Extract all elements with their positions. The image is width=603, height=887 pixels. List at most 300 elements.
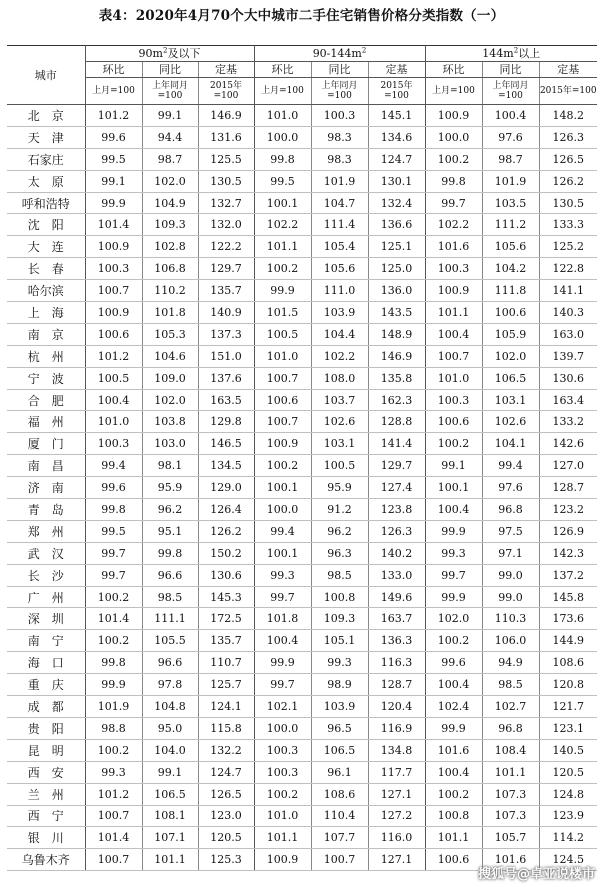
value-cell: 105.4: [311, 236, 368, 258]
value-cell: 123.2: [539, 499, 597, 521]
value-cell: 97.6: [482, 126, 539, 148]
city-cell: 青 岛: [7, 499, 85, 521]
value-cell: 101.1: [482, 761, 539, 783]
value-cell: 101.1: [142, 849, 198, 871]
value-cell: 100.1: [254, 192, 311, 214]
value-cell: 101.6: [482, 849, 539, 871]
value-cell: 104.8: [142, 696, 198, 718]
value-cell: 146.9: [368, 345, 425, 367]
city-cell: 兰 州: [7, 783, 85, 805]
value-cell: 149.6: [368, 586, 425, 608]
table-row: [7, 323, 597, 345]
value-cell: 105.9: [482, 323, 539, 345]
value-cell: 102.2: [425, 214, 482, 236]
city-cell: 深 圳: [7, 608, 85, 630]
value-cell: 99.9: [425, 586, 482, 608]
value-cell: 111.0: [311, 280, 368, 302]
value-cell: 145.3: [198, 586, 254, 608]
value-cell: 99.3: [254, 564, 311, 586]
city-cell: 上 海: [7, 302, 85, 324]
value-cell: 96.2: [142, 499, 198, 521]
group-header: $144m^2$以上: [425, 46, 597, 62]
city-cell: 厦 门: [7, 433, 85, 455]
value-cell: 105.7: [482, 827, 539, 849]
value-cell: 100.7: [254, 367, 311, 389]
value-cell: 99.8: [85, 499, 142, 521]
value-cell: 133.2: [539, 411, 597, 433]
value-cell: 103.9: [311, 696, 368, 718]
value-cell: 129.8: [198, 411, 254, 433]
value-cell: 102.2: [254, 214, 311, 236]
city-cell: 大 连: [7, 236, 85, 258]
value-cell: 100.7: [85, 849, 142, 871]
value-cell: 132.2: [198, 739, 254, 761]
value-cell: 136.3: [368, 630, 425, 652]
value-cell: 145.8: [539, 586, 597, 608]
value-cell: 96.1: [311, 761, 368, 783]
value-cell: 98.3: [311, 126, 368, 148]
value-cell: 101.6: [425, 739, 482, 761]
value-cell: 131.6: [198, 126, 254, 148]
value-cell: 99.5: [85, 520, 142, 542]
table-row: [7, 258, 597, 280]
value-cell: 137.6: [198, 367, 254, 389]
value-cell: 104.7: [311, 192, 368, 214]
value-cell: 99.7: [254, 586, 311, 608]
value-cell: 120.8: [539, 674, 597, 696]
table-row: [7, 214, 597, 236]
value-cell: 102.2: [311, 345, 368, 367]
value-cell: 99.9: [85, 192, 142, 214]
value-cell: 104.2: [482, 258, 539, 280]
table-row: [7, 345, 597, 367]
value-cell: 100.6: [425, 411, 482, 433]
value-cell: 100.1: [425, 477, 482, 499]
value-cell: 150.2: [198, 542, 254, 564]
value-cell: 103.1: [482, 389, 539, 411]
label-header: 同比: [482, 62, 539, 78]
value-cell: 100.9: [425, 105, 482, 127]
value-cell: 130.5: [198, 170, 254, 192]
value-cell: 127.1: [368, 849, 425, 871]
value-cell: 100.3: [85, 433, 142, 455]
value-cell: 124.1: [198, 696, 254, 718]
value-cell: 99.9: [425, 717, 482, 739]
value-cell: 100.4: [425, 761, 482, 783]
city-cell: 天 津: [7, 126, 85, 148]
value-cell: 99.6: [85, 477, 142, 499]
value-cell: 132.0: [198, 214, 254, 236]
value-cell: 103.0: [142, 433, 198, 455]
value-cell: 95.9: [311, 477, 368, 499]
value-cell: 98.5: [311, 564, 368, 586]
value-cell: 100.6: [425, 849, 482, 871]
value-cell: 102.0: [142, 170, 198, 192]
value-cell: 100.0: [425, 126, 482, 148]
value-cell: 120.5: [198, 827, 254, 849]
value-cell: 109.3: [142, 214, 198, 236]
table-row: [7, 126, 597, 148]
value-cell: 140.5: [539, 739, 597, 761]
city-cell: 南 宁: [7, 630, 85, 652]
value-cell: 97.5: [482, 520, 539, 542]
value-cell: 108.4: [482, 739, 539, 761]
value-cell: 99.5: [85, 148, 142, 170]
value-cell: 99.6: [425, 652, 482, 674]
value-cell: 98.7: [482, 148, 539, 170]
value-cell: 126.2: [539, 170, 597, 192]
value-cell: 100.7: [85, 280, 142, 302]
value-cell: 127.0: [539, 455, 597, 477]
value-cell: 116.0: [368, 827, 425, 849]
label-header: 同比: [311, 62, 368, 78]
value-cell: 94.4: [142, 126, 198, 148]
value-cell: 99.1: [142, 105, 198, 127]
table-row: [7, 739, 597, 761]
value-cell: 140.3: [539, 302, 597, 324]
value-cell: 130.5: [539, 192, 597, 214]
table-row: [7, 542, 597, 564]
value-cell: 126.2: [198, 520, 254, 542]
value-cell: 132.4: [368, 192, 425, 214]
city-cell: 贵 阳: [7, 717, 85, 739]
value-cell: 101.9: [311, 170, 368, 192]
value-cell: 120.5: [539, 761, 597, 783]
value-cell: 100.2: [85, 586, 142, 608]
value-cell: 101.4: [85, 214, 142, 236]
value-cell: 100.2: [254, 783, 311, 805]
value-cell: 101.1: [425, 302, 482, 324]
value-cell: 127.4: [368, 477, 425, 499]
table-row: [7, 433, 597, 455]
value-cell: 105.5: [142, 630, 198, 652]
value-cell: 105.1: [311, 630, 368, 652]
value-cell: 126.3: [368, 520, 425, 542]
value-cell: 151.0: [198, 345, 254, 367]
value-cell: 100.0: [254, 126, 311, 148]
value-cell: 108.0: [311, 367, 368, 389]
value-cell: 111.8: [482, 280, 539, 302]
value-cell: 110.2: [142, 280, 198, 302]
label-header: 环比: [85, 62, 142, 78]
value-cell: 101.2: [85, 345, 142, 367]
value-cell: 105.6: [482, 236, 539, 258]
table-row: [7, 499, 597, 521]
value-cell: 102.7: [482, 696, 539, 718]
city-cell: 北 京: [7, 105, 85, 127]
value-cell: 99.7: [254, 674, 311, 696]
value-cell: 101.6: [425, 236, 482, 258]
value-cell: 105.3: [142, 323, 198, 345]
value-cell: 137.2: [539, 564, 597, 586]
value-cell: 102.4: [425, 696, 482, 718]
value-cell: 142.3: [539, 542, 597, 564]
value-cell: 128.7: [539, 477, 597, 499]
value-cell: 96.8: [482, 717, 539, 739]
table-row: [7, 170, 597, 192]
value-cell: 126.3: [539, 126, 597, 148]
value-cell: 163.5: [198, 389, 254, 411]
value-cell: 99.7: [425, 564, 482, 586]
value-cell: 96.5: [311, 717, 368, 739]
label-header: 定基: [368, 62, 425, 78]
value-cell: 100.2: [425, 148, 482, 170]
value-cell: 98.7: [142, 148, 198, 170]
value-cell: 100.7: [311, 849, 368, 871]
price-index-table: [7, 45, 597, 871]
value-cell: 122.8: [539, 258, 597, 280]
value-cell: 136.0: [368, 280, 425, 302]
label-header: 环比: [425, 62, 482, 78]
value-cell: 128.8: [368, 411, 425, 433]
value-cell: 139.7: [539, 345, 597, 367]
value-cell: 100.8: [311, 586, 368, 608]
city-cell: 郑 州: [7, 520, 85, 542]
value-cell: 100.4: [425, 499, 482, 521]
sub-header: 上年同月=100: [311, 78, 368, 105]
value-cell: 97.8: [142, 674, 198, 696]
value-cell: 95.1: [142, 520, 198, 542]
value-cell: 137.3: [198, 323, 254, 345]
value-cell: 101.2: [85, 783, 142, 805]
value-cell: 104.9: [142, 192, 198, 214]
value-cell: 173.6: [539, 608, 597, 630]
value-cell: 100.5: [311, 455, 368, 477]
value-cell: 163.4: [539, 389, 597, 411]
value-cell: 126.5: [539, 148, 597, 170]
value-cell: 100.4: [85, 389, 142, 411]
label-header: 环比: [254, 62, 311, 78]
table-row: [7, 192, 597, 214]
value-cell: 106.8: [142, 258, 198, 280]
value-cell: 109.0: [142, 367, 198, 389]
value-cell: 101.1: [254, 827, 311, 849]
value-cell: 101.8: [254, 608, 311, 630]
value-cell: 125.2: [539, 236, 597, 258]
value-cell: 101.0: [85, 411, 142, 433]
city-cell: 海 口: [7, 652, 85, 674]
value-cell: 145.1: [368, 105, 425, 127]
table-row: [7, 652, 597, 674]
value-cell: 135.7: [198, 630, 254, 652]
city-cell: 重 庆: [7, 674, 85, 696]
value-cell: 110.4: [311, 805, 368, 827]
city-cell: 沈 阳: [7, 214, 85, 236]
value-cell: 148.9: [368, 323, 425, 345]
value-cell: 99.8: [254, 148, 311, 170]
group-header: $90-144m^2$: [254, 46, 425, 62]
value-cell: 100.2: [85, 739, 142, 761]
value-cell: 108.6: [311, 783, 368, 805]
value-cell: 123.9: [539, 805, 597, 827]
value-cell: 140.2: [368, 542, 425, 564]
value-cell: 104.1: [482, 433, 539, 455]
table-row: [7, 586, 597, 608]
sub-header: 上月=100: [425, 78, 482, 105]
value-cell: 106.0: [482, 630, 539, 652]
sub-header: 2015年=100: [368, 78, 425, 105]
sub-header: 上年同月=100: [482, 78, 539, 105]
table-row: [7, 280, 597, 302]
value-cell: 127.2: [368, 805, 425, 827]
value-cell: 98.8: [85, 717, 142, 739]
value-cell: 100.2: [425, 783, 482, 805]
value-cell: 99.7: [425, 192, 482, 214]
value-cell: 141.1: [539, 280, 597, 302]
value-cell: 103.7: [311, 389, 368, 411]
value-cell: 107.1: [142, 827, 198, 849]
value-cell: 121.7: [539, 696, 597, 718]
city-cell: 乌鲁木齐: [7, 849, 85, 871]
table-row: [7, 477, 597, 499]
group-header: $90m^2$及以下: [85, 46, 254, 62]
table-row: [7, 455, 597, 477]
table-row: [7, 520, 597, 542]
table-row: [7, 608, 597, 630]
value-cell: 100.4: [482, 105, 539, 127]
value-cell: 100.2: [254, 455, 311, 477]
sub-header: 上月=100: [85, 78, 142, 105]
value-cell: 111.4: [311, 214, 368, 236]
value-cell: 99.7: [85, 564, 142, 586]
value-cell: 100.3: [425, 258, 482, 280]
value-cell: 142.6: [539, 433, 597, 455]
value-cell: 100.9: [85, 302, 142, 324]
value-cell: 101.0: [254, 805, 311, 827]
value-cell: 100.6: [482, 302, 539, 324]
value-cell: 100.2: [85, 630, 142, 652]
table-row: [7, 302, 597, 324]
value-cell: 100.0: [254, 499, 311, 521]
value-cell: 143.5: [368, 302, 425, 324]
value-cell: 101.4: [85, 827, 142, 849]
value-cell: 100.7: [254, 411, 311, 433]
value-cell: 107.3: [482, 805, 539, 827]
value-cell: 125.0: [368, 258, 425, 280]
value-cell: 124.5: [539, 849, 597, 871]
value-cell: 162.3: [368, 389, 425, 411]
value-cell: 127.1: [368, 783, 425, 805]
value-cell: 99.9: [85, 674, 142, 696]
label-header: 定基: [198, 62, 254, 78]
value-cell: 101.0: [254, 345, 311, 367]
value-cell: 100.2: [254, 258, 311, 280]
value-cell: 116.9: [368, 717, 425, 739]
value-cell: 100.7: [425, 345, 482, 367]
value-cell: 110.7: [198, 652, 254, 674]
value-cell: 101.1: [254, 236, 311, 258]
city-cell: 广 州: [7, 586, 85, 608]
value-cell: 100.3: [254, 761, 311, 783]
value-cell: 102.0: [482, 345, 539, 367]
value-cell: 99.9: [254, 280, 311, 302]
value-cell: 96.6: [142, 652, 198, 674]
value-cell: 124.7: [368, 148, 425, 170]
value-cell: 125.3: [198, 849, 254, 871]
value-cell: 104.0: [142, 739, 198, 761]
value-cell: 100.8: [425, 805, 482, 827]
value-cell: 111.2: [482, 214, 539, 236]
value-cell: 163.7: [368, 608, 425, 630]
value-cell: 100.1: [254, 542, 311, 564]
value-cell: 101.4: [85, 608, 142, 630]
value-cell: 100.3: [254, 739, 311, 761]
value-cell: 107.3: [482, 783, 539, 805]
value-cell: 100.9: [425, 280, 482, 302]
value-cell: 99.4: [482, 455, 539, 477]
value-cell: 107.7: [311, 827, 368, 849]
value-cell: 130.6: [198, 564, 254, 586]
value-cell: 101.1: [425, 827, 482, 849]
value-cell: 95.0: [142, 717, 198, 739]
value-cell: 100.3: [85, 258, 142, 280]
value-cell: 101.2: [85, 105, 142, 127]
value-cell: 95.9: [142, 477, 198, 499]
city-cell: 长 沙: [7, 564, 85, 586]
city-cell: 西 宁: [7, 805, 85, 827]
value-cell: 133.3: [539, 214, 597, 236]
value-cell: 129.7: [198, 258, 254, 280]
value-cell: 111.1: [142, 608, 198, 630]
value-cell: 96.8: [482, 499, 539, 521]
value-cell: 123.8: [368, 499, 425, 521]
value-cell: 101.9: [85, 696, 142, 718]
value-cell: 91.2: [311, 499, 368, 521]
value-cell: 100.9: [85, 236, 142, 258]
value-cell: 101.5: [254, 302, 311, 324]
value-cell: 108.6: [539, 652, 597, 674]
value-cell: 100.4: [425, 674, 482, 696]
table-row: [7, 717, 597, 739]
value-cell: 148.2: [539, 105, 597, 127]
table-row: [7, 805, 597, 827]
sub-header: 上年同月=100: [142, 78, 198, 105]
value-cell: 133.0: [368, 564, 425, 586]
value-cell: 115.8: [198, 717, 254, 739]
table-body: [7, 105, 597, 871]
value-cell: 100.0: [254, 717, 311, 739]
value-cell: 134.8: [368, 739, 425, 761]
city-cell: 哈尔滨: [7, 280, 85, 302]
value-cell: 99.4: [85, 455, 142, 477]
value-cell: 134.5: [198, 455, 254, 477]
city-cell: 石家庄: [7, 148, 85, 170]
value-cell: 122.2: [198, 236, 254, 258]
city-cell: 呼和浩特: [7, 192, 85, 214]
value-cell: 99.8: [142, 542, 198, 564]
value-cell: 100.9: [254, 433, 311, 455]
value-cell: 103.1: [311, 433, 368, 455]
city-cell: 济 南: [7, 477, 85, 499]
value-cell: 98.3: [311, 148, 368, 170]
value-cell: 117.7: [368, 761, 425, 783]
value-cell: 102.1: [254, 696, 311, 718]
value-cell: 101.0: [425, 367, 482, 389]
value-cell: 99.1: [425, 455, 482, 477]
table-row: [7, 105, 597, 127]
value-cell: 128.7: [368, 674, 425, 696]
value-cell: 108.1: [142, 805, 198, 827]
value-cell: 135.7: [198, 280, 254, 302]
value-cell: 125.1: [368, 236, 425, 258]
table-row: [7, 389, 597, 411]
value-cell: 109.3: [311, 608, 368, 630]
table-row: [7, 564, 597, 586]
value-cell: 96.6: [142, 564, 198, 586]
value-cell: 126.9: [539, 520, 597, 542]
value-cell: 102.6: [311, 411, 368, 433]
table-row: [7, 696, 597, 718]
